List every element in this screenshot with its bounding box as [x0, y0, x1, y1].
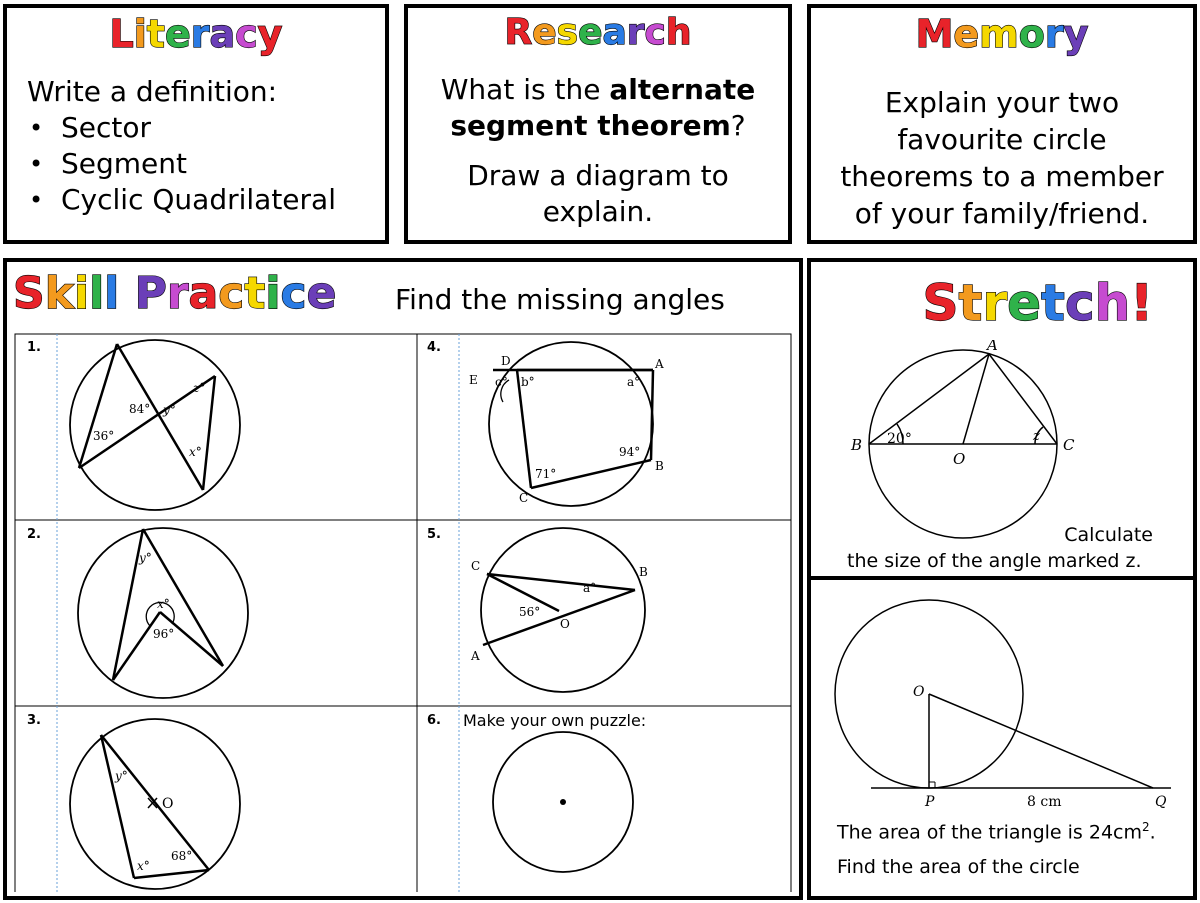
q4-diagram [489, 342, 653, 506]
tangent-diagram [811, 580, 1193, 810]
stretch-diagram [811, 340, 1193, 540]
length-label: 8 cm [1027, 794, 1062, 810]
research-instruction: Draw a diagram to explain. [467, 159, 729, 228]
point-label: A [987, 340, 998, 354]
point-label: Q [1155, 794, 1167, 810]
find-area-question: Find the area of the circle [837, 856, 1080, 878]
list-item: • Sector [27, 110, 336, 146]
angle-label: z° [193, 381, 206, 395]
own-puzzle-label: Make your own puzzle: [463, 711, 647, 730]
angle-label: x° [157, 597, 170, 611]
skill-title: Skill Practice [13, 268, 337, 319]
skill-subtitle: Find the missing angles [395, 283, 725, 316]
q4-number: 4. [427, 340, 441, 355]
q3-number: 3. [27, 713, 41, 728]
q6-diagram [493, 732, 633, 872]
q1-number: 1. [27, 340, 41, 355]
literacy-card [3, 4, 389, 244]
research-question: What is the alternate segment theorem? [440, 73, 756, 142]
q5-diagram [481, 528, 645, 692]
angle-label: 56° [519, 605, 541, 619]
literacy-title: Literacy [109, 12, 283, 56]
list-item: • Cyclic Quadrilateral [27, 182, 336, 218]
point-label: O [953, 450, 966, 468]
angle-label: 84° [129, 402, 151, 416]
q2-number: 2. [27, 527, 41, 542]
angle-label: y° [115, 769, 128, 783]
point-label: C [519, 491, 529, 505]
angle-label: 68° [171, 849, 193, 863]
angle-label: c° [495, 375, 508, 389]
angle-label: 36° [93, 429, 115, 443]
point-label: A [471, 649, 480, 663]
point-label: C [471, 559, 481, 573]
point-label: B [639, 565, 648, 579]
stretch-calculate: Calculate [1064, 524, 1153, 546]
skill-grid [7, 332, 799, 892]
angle-label: z [1033, 429, 1040, 444]
research-title: Research [504, 12, 692, 53]
point-label: B [655, 459, 664, 473]
q2-diagram [78, 528, 248, 698]
angle-label: 96° [153, 627, 175, 641]
literacy-intro: Write a definition: [27, 75, 278, 108]
memory-text: Explain your two favourite circle theorems to a member of your family/friend. [840, 86, 1164, 230]
angle-label: y° [163, 403, 176, 417]
point-label: B [851, 436, 863, 454]
point-label: A [655, 357, 664, 371]
point-label: D [501, 354, 511, 368]
memory-title: Memory [915, 12, 1089, 56]
angle-label: 94° [619, 445, 641, 459]
stretch-question: the size of the angle marked z. [847, 550, 1142, 572]
q3-diagram [70, 719, 240, 889]
point-label: C [1063, 436, 1075, 454]
angle-label: 71° [535, 467, 557, 481]
q1-diagram [70, 340, 240, 510]
point-label: P [925, 794, 935, 810]
angle-label: 20° [887, 431, 912, 447]
area-statement: The area of the triangle is $24cm^2$. [837, 820, 1156, 844]
stretch-card [807, 258, 1197, 580]
memory-card [807, 4, 1197, 244]
angle-label: y° [139, 551, 152, 565]
q5-number: 5. [427, 527, 441, 542]
point-label: E [469, 373, 478, 387]
stretch-title: Stretch! [922, 274, 1153, 332]
list-item: • Segment [27, 146, 336, 182]
q6-number: 6. [427, 713, 441, 728]
angle-label: b° [521, 375, 535, 389]
literacy-list [27, 110, 336, 218]
point-label: O [913, 684, 925, 700]
point-label: O [560, 617, 570, 631]
angle-label: x° [137, 859, 150, 873]
stretch-card-2 [807, 576, 1197, 900]
angle-label: a° [583, 581, 597, 595]
research-card [404, 4, 792, 244]
skill-practice-card [3, 258, 803, 900]
angle-label: a° [627, 375, 641, 389]
angle-label: x° [189, 445, 202, 459]
point-label: O [162, 796, 174, 812]
